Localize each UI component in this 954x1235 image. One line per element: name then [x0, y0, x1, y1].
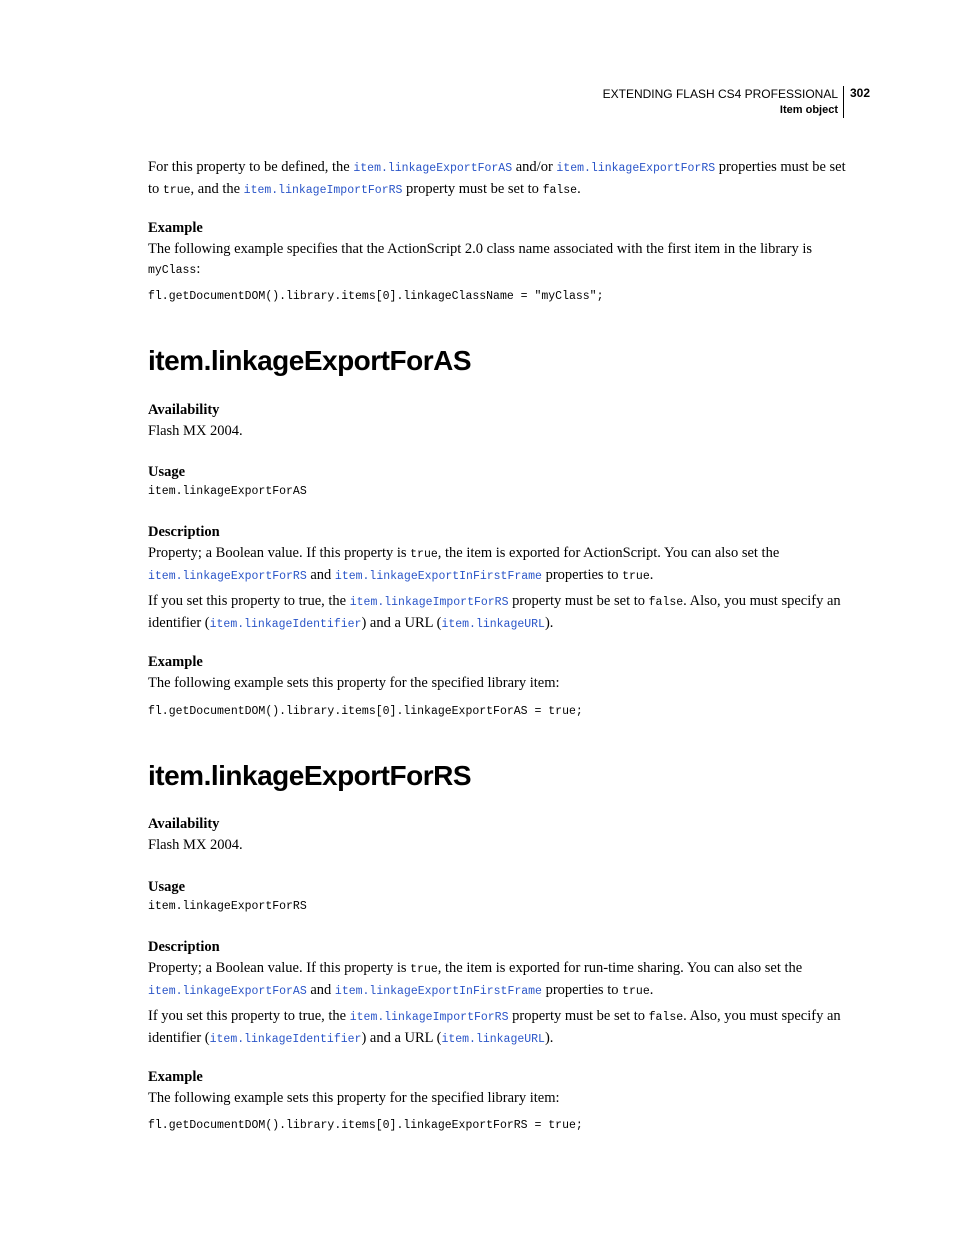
link-export-for-as[interactable]: item.linkageExportForAS [148, 985, 307, 998]
text: property must be set to [508, 593, 649, 609]
text: ). [544, 615, 554, 631]
text: . Also, you must specify an identifier ( [148, 1008, 841, 1046]
text: , the item is exported for run-time sharing. You can also set the [437, 960, 803, 976]
section-heading: item.linkageExportForAS [148, 345, 472, 376]
link-export-for-rs[interactable]: item.linkageExportForRS [556, 162, 716, 175]
description-paragraph [148, 543, 848, 587]
text: and/or [512, 159, 557, 175]
code-false: false [648, 596, 684, 609]
code-true: true [622, 570, 650, 583]
doc-title: EXTENDING FLASH CS4 PROFESSIONAL [602, 87, 838, 101]
example-label: Example [148, 220, 203, 236]
page-number: 302 [850, 86, 871, 100]
text: Property; a Boolean value. If this property is [148, 960, 411, 976]
text: properties to [541, 567, 623, 583]
text: , and the [190, 181, 244, 197]
example-label: Example [148, 654, 203, 670]
link-export-for-as[interactable]: item.linkageExportForAS [353, 162, 513, 175]
link-identifier[interactable]: item.linkageIdentifier [209, 618, 362, 631]
code-block: fl.getDocumentDOM().library.items[0].linkageClassName = "myClass"; [148, 290, 604, 303]
text: The following example specifies that the ActionScript 2.0 class name associated with the first item in the library is [148, 241, 813, 257]
text: properties to [541, 982, 623, 998]
code-true: true [162, 184, 191, 197]
text: . [577, 181, 581, 197]
text: If you set this property to true, the [148, 593, 350, 609]
text: property must be set to [402, 181, 543, 197]
link-identifier[interactable]: item.linkageIdentifier [209, 1033, 362, 1046]
availability-label: Availability [148, 816, 220, 832]
text: ) and a URL ( [361, 1030, 442, 1046]
usage-code: item.linkageExportForAS [148, 485, 307, 498]
section-heading: item.linkageExportForRS [148, 760, 472, 791]
example-text [148, 239, 848, 281]
text: . Also, you must specify an identifier ( [148, 593, 841, 631]
description-label: Description [148, 939, 220, 955]
availability-label: Availability [148, 402, 220, 418]
link-export-for-rs[interactable]: item.linkageExportForRS [148, 570, 307, 583]
code-false: false [542, 184, 578, 197]
description-paragraph [148, 591, 848, 635]
link-url[interactable]: item.linkageURL [441, 1033, 545, 1046]
link-export-in-first-frame[interactable]: item.linkageExportInFirstFrame [334, 570, 542, 583]
code-true: true [410, 963, 438, 976]
text: Property; a Boolean value. If this property is [148, 545, 411, 561]
intro-paragraph [148, 157, 848, 201]
text: : [196, 261, 201, 277]
running-header [603, 86, 844, 118]
link-import-for-rs[interactable]: item.linkageImportForRS [349, 1011, 509, 1024]
availability-text: Flash MX 2004. [148, 837, 243, 853]
code-block: fl.getDocumentDOM().library.items[0].linkageExportForRS = true; [148, 1119, 583, 1132]
code-true: true [410, 548, 438, 561]
text: properties must be set to [148, 159, 846, 197]
description-paragraph [148, 1006, 848, 1050]
example-text: The following example sets this property for the specified library item: [148, 1090, 560, 1106]
usage-code: item.linkageExportForRS [148, 900, 307, 913]
text: If you set this property to true, the [148, 1008, 350, 1024]
text: , the item is exported for ActionScript. You can also set the [437, 545, 780, 561]
example-label: Example [148, 1069, 203, 1085]
text: property must be set to [508, 1008, 649, 1024]
text: ). [544, 1030, 554, 1046]
section-title: Item object [779, 104, 838, 116]
usage-label: Usage [148, 464, 186, 480]
code-false: false [648, 1011, 684, 1024]
text: . [649, 567, 654, 583]
description-paragraph [148, 958, 848, 1002]
link-import-for-rs[interactable]: item.linkageImportForRS [349, 596, 509, 609]
code-true: true [622, 985, 650, 998]
text: For this property to be defined, the [148, 159, 354, 175]
example-text: The following example sets this property for the specified library item: [148, 675, 560, 691]
text: and [306, 567, 335, 583]
link-url[interactable]: item.linkageURL [441, 618, 545, 631]
link-export-in-first-frame[interactable]: item.linkageExportInFirstFrame [334, 985, 542, 998]
text: and [306, 982, 335, 998]
code-myclass: myClass [148, 264, 197, 277]
availability-text: Flash MX 2004. [148, 423, 243, 439]
description-label: Description [148, 524, 220, 540]
text: ) and a URL ( [361, 615, 442, 631]
code-block: fl.getDocumentDOM().library.items[0].linkageExportForAS = true; [148, 705, 583, 718]
text: . [649, 982, 654, 998]
usage-label: Usage [148, 879, 186, 895]
link-import-for-rs[interactable]: item.linkageImportForRS [243, 184, 403, 197]
